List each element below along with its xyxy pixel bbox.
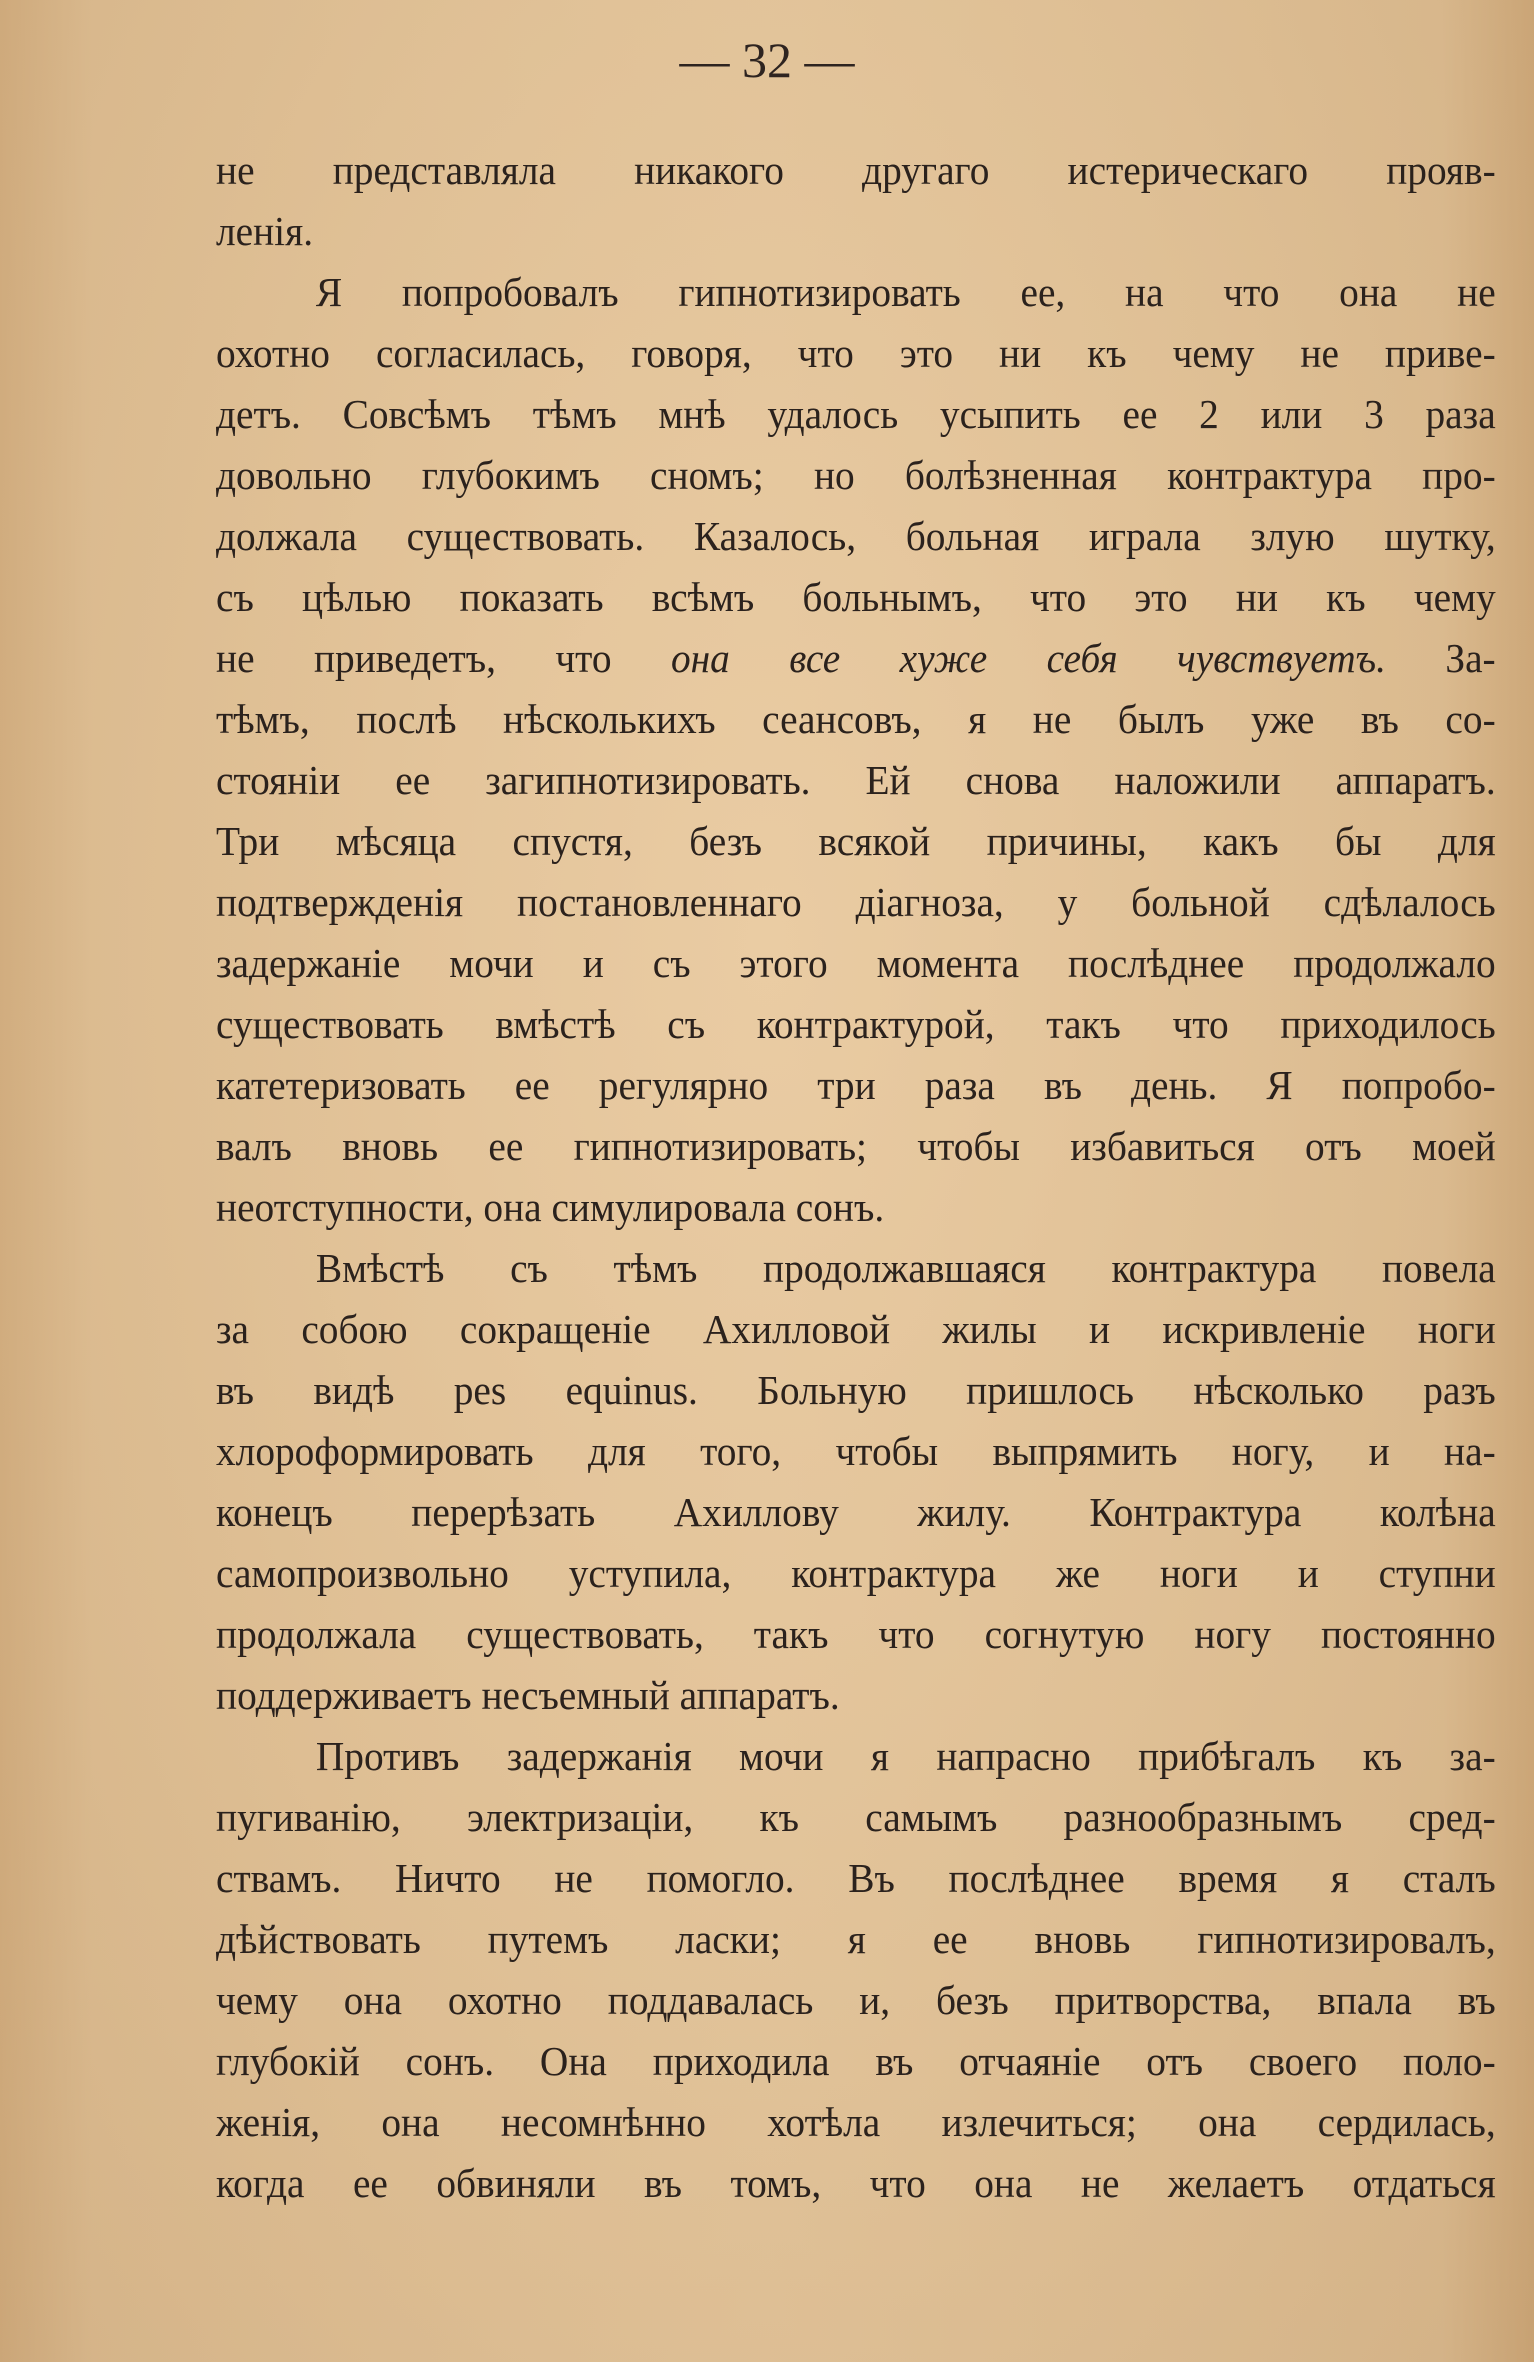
text-line: детъ. Совсѣмъ тѣмъ мнѣ удалось усыпить ее 2 или 3 раза [216,391,1496,437]
text-line: поддерживаетъ несъемный аппаратъ. [216,1672,840,1718]
text-line: тѣмъ, послѣ нѣсколькихъ сеансовъ, я не былъ уже въ со- [216,696,1496,742]
text-line: пугиванію, электризаціи, къ самымъ разнообразнымъ сред- [216,1794,1496,1840]
text-segment: За- [1385,635,1496,681]
text-line: женія, она несомнѣнно хотѣла излечиться; она сердилась, [216,2099,1496,2145]
text-line [216,628,1496,689]
paragraph-first-line: Вмѣстѣ съ тѣмъ продолжавшаяся контрактура повела [315,1245,1496,1291]
text-line: чему она охотно поддавалась и, безъ притворства, впала въ [216,1977,1496,2023]
paragraph-first-line: Я попробовалъ гипнотизировать ее, на что она не [315,269,1496,315]
text-line: дѣйствовать путемъ ласки; я ее вновь гипнотизировалъ, [216,1916,1496,1962]
text-line: ленія. [216,208,314,254]
text-segment: не приведетъ, что [216,635,671,681]
page-number: — 32 — [679,32,855,88]
text-line: задержаніе мочи и съ этого момента послѣднее продолжало [216,940,1496,986]
text-line: хлороформировать для того, чтобы выпрямить ногу, и на- [216,1428,1496,1474]
text-line: неотступности, она симулировала сонъ. [216,1184,885,1230]
text-line: за собою сокращеніе Ахилловой жилы и искривленіе ноги [216,1306,1496,1352]
text-line: глубокій сонъ. Она приходила въ отчаяніе отъ своего поло- [216,2038,1496,2084]
text-line: валъ вновь ее гипнотизировать; чтобы избавиться отъ моей [216,1123,1496,1169]
text-line: должала существовать. Казалось, больная играла злую шутку, [216,513,1496,559]
text-line: катетеризовать ее регулярно три раза въ день. Я попробо- [216,1062,1496,1108]
text-line: охотно согласилась, говоря, что это ни къ чему не приве- [216,330,1496,376]
text-line: ствамъ. Ничто не помогло. Въ послѣднее время я сталъ [216,1855,1496,1901]
italic-phrase: она все хуже себя чувствуетъ. [670,635,1386,681]
text-line: подтвержденія постановленнаго діагноза, у больной сдѣлалось [216,879,1496,925]
text-line: довольно глубокимъ сномъ; но болѣзненная контрактура про- [216,452,1496,498]
text-line: въ видѣ pes equinus. Больную пришлось нѣсколько разъ [216,1367,1496,1413]
text-line: не представляла никакого другаго истерическаго прояв- [216,147,1496,193]
text-line: Три мѣсяца спустя, безъ всякой причины, какъ бы для [216,818,1496,864]
text-line: съ цѣлью показать всѣмъ больнымъ, что это ни къ чему [216,574,1496,620]
text-line: продолжала существовать, такъ что согнутую ногу постоянно [216,1611,1496,1657]
paragraph-first-line: Противъ задержанія мочи я напрасно прибѣгалъ къ за- [315,1733,1496,1779]
text-line: когда ее обвиняли въ томъ, что она не желаетъ отдаться [216,2160,1496,2206]
text-line: конецъ перерѣзать Ахиллову жилу. Контрактура колѣна [216,1489,1496,1535]
text-line: существовать вмѣстѣ съ контрактурой, такъ что приходилось [216,1001,1496,1047]
text-line: стояніи ее загипнотизировать. Ей снова наложили аппаратъ. [216,757,1496,803]
body-text [216,140,1496,2214]
text-line: самопроизвольно уступила, контрактура же ноги и ступни [216,1550,1496,1596]
